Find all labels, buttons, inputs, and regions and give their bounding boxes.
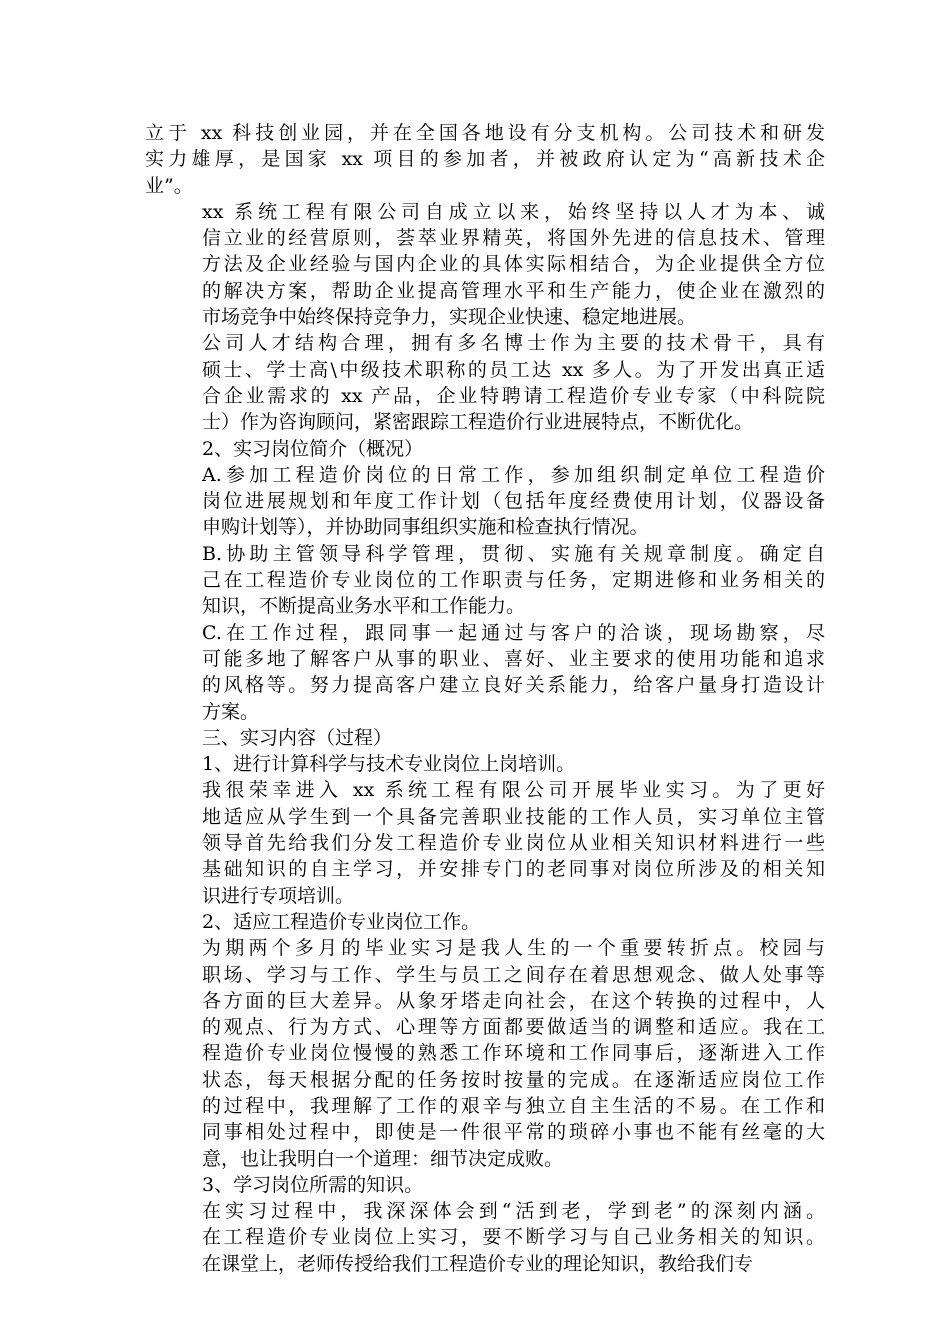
text-line: 士）作为咨询顾问，紧密跟踪工程造价行业进展特点，不断优化。 — [202, 411, 754, 434]
text-line: 各方面的巨大差异。从象牙塔走向社会，在这个转换的过程中，人 — [202, 989, 825, 1012]
text-line: C.在工作过程，跟同事一起通过与客户的洽谈，现场勘察，尽 — [202, 621, 825, 644]
paragraph — [145, 620, 825, 725]
text-line: 可能多地了解客户从事的职业、喜好、业主要求的使用功能和追求 — [202, 647, 825, 670]
text-line: 实力雄厚，是国家 xx 项目的参加者，并被政府认定为“高新技术企 — [145, 148, 825, 171]
text-line: 在实习过程中，我深深体会到“活到老，学到老”的深刻内涵。 — [202, 1200, 825, 1223]
text-line: 领导首先给我们分发工程造价专业岗位从业相关知识材料进行一些 — [202, 832, 825, 855]
text-line: B.协助主管领导科学管理，贯彻、实施有关规章制度。确定自 — [202, 542, 825, 565]
text-line: 的观点、行为方式、心理等方面都要做适当的调整和适应。我在工 — [202, 1016, 825, 1039]
text-line: 2、实习岗位简介（概况） — [202, 437, 424, 460]
text-line: 状态，每天根据分配的任务按时按量的完成。在逐渐适应岗位工作 — [202, 1068, 825, 1091]
paragraph — [145, 909, 825, 935]
text-line: 信立业的经营原则，荟萃业界精英，将国外先进的信息技术、管理 — [202, 227, 825, 250]
paragraph — [145, 120, 825, 199]
paragraph — [145, 1198, 825, 1277]
paragraph — [145, 199, 825, 330]
text-line: A.参加工程造价岗位的日常工作，参加组织制定单位工程造价 — [202, 463, 825, 486]
text-line: 合企业需求的 xx 产品，企业特聘请工程造价专业专家（中科院院 — [202, 384, 825, 407]
text-line: 方案。 — [202, 700, 260, 723]
text-line: 我很荣幸进入 xx 系统工程有限公司开展毕业实习。为了更好 — [202, 779, 825, 802]
text-line: 识进行专项培训。 — [202, 884, 355, 907]
text-line: 的解决方案，帮助企业提高管理水平和生产能力，使企业在激烈的 — [202, 279, 825, 302]
text-line: 岗位进展规划和年度工作计划（包括年度经费使用计划，仪器设备 — [202, 490, 825, 513]
text-line: 1、进行计算科学与技术专业岗位上岗培训。 — [202, 753, 576, 776]
text-line: 同事相处过程中，即使是一件很平常的琐碎小事也不能有丝毫的大 — [202, 1121, 825, 1144]
paragraph — [145, 777, 825, 908]
text-line: 的过程中，我理解了工作的艰辛与独立自主生活的不易。在工作和 — [202, 1094, 825, 1117]
paragraph — [145, 751, 825, 777]
text-line: 市场竞争中始终保持竞争力，实现企业快速、稳定地进展。 — [202, 306, 697, 329]
text-line: 硕士、学士高\中级技术职称的员工达 xx 多人。为了开发出真正适 — [202, 358, 825, 381]
text-line: 意，也让我明白一个道理：细节决定成败。 — [202, 1147, 564, 1170]
text-line: 为期两个多月的毕业实习是我人生的一个重要转折点。校园与 — [202, 937, 825, 960]
text-line: 三、实习内容（过程） — [202, 726, 393, 749]
text-line: 知识，不断提高业务水平和工作能力。 — [202, 595, 526, 618]
text-line: 职场、学习与工作、学生与员工之间存在着思想观念、做人处事等 — [202, 963, 825, 986]
text-line: 申购计划等），并协助同事组织实施和检查执行情况。 — [202, 516, 649, 539]
paragraph — [145, 436, 825, 462]
paragraph — [145, 541, 825, 620]
text-line: 3、学习岗位所需的知识。 — [202, 1173, 424, 1196]
text-line: 业”。 — [145, 174, 193, 197]
text-line: 2、适应工程造价专业岗位工作。 — [202, 910, 481, 933]
text-line: 在课堂上，老师传授给我们工程造价专业的理论知识，教给我们专 — [202, 1252, 754, 1275]
paragraph — [145, 935, 825, 1172]
paragraph — [145, 330, 825, 435]
text-line: 己在工程造价专业岗位的工作职责与任务，定期进修和业务相关的 — [202, 569, 825, 592]
text-line: 立于 xx 科技创业园，并在全国各地设有分支机构。公司技术和研发 — [145, 122, 825, 144]
paragraph — [145, 1172, 825, 1198]
paragraph — [145, 462, 825, 541]
text-line: 程造价专业岗位慢慢的熟悉工作环境和工作同事后，逐渐进入工作 — [202, 1042, 825, 1065]
text-line: 的风格等。努力提高客户建立良好关系能力，给客户量身打造设计 — [202, 674, 825, 697]
paragraph — [145, 725, 825, 751]
text-line: 公司人才结构合理，拥有多名博士作为主要的技术骨干，具有 — [202, 332, 825, 355]
text-line: 方法及企业经验与国内企业的具体实际相结合，为企业提供全方位 — [202, 253, 825, 276]
document-body — [145, 120, 825, 1277]
text-line: 基础知识的自主学习，并安排专门的老同事对岗位所涉及的相关知 — [202, 858, 825, 881]
text-line: xx 系统工程有限公司自成立以来，始终坚持以人才为本、诚 — [202, 200, 825, 223]
text-line: 在工程造价专业岗位上实习，要不断学习与自己业务相关的知识。 — [202, 1226, 825, 1249]
text-line: 地适应从学生到一个具备完善职业技能的工作人员，实习单位主管 — [202, 805, 825, 828]
